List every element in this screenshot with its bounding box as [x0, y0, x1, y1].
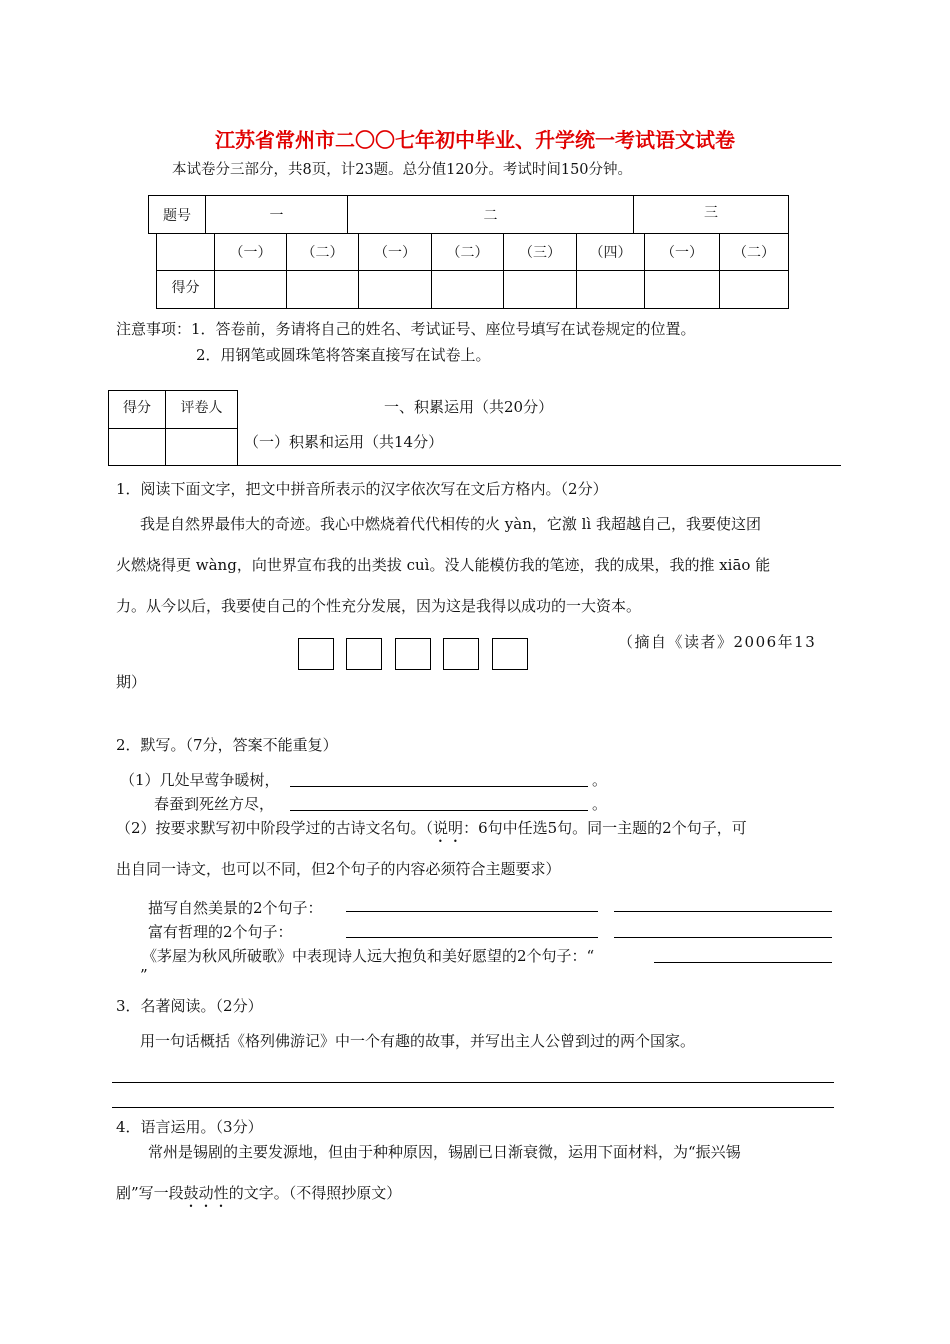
q2-prompt: 2．默写。（7分，答案不能重复）	[116, 736, 338, 754]
exam-info: 本试卷分三部分，共8页，计23题。总分值120分。考试时间150分钟。	[172, 162, 633, 178]
q2-period: 。	[592, 795, 608, 813]
q1-passage-line-3: 力。从今以后，我要使自己的个性充分发展，因为这是我得以成功的一大资本。	[116, 597, 642, 615]
answer-line[interactable]	[112, 1082, 834, 1083]
subpart-header: （四）	[577, 234, 645, 271]
score-cell[interactable]	[577, 271, 645, 309]
answer-box[interactable]	[346, 638, 382, 670]
score-cell[interactable]	[432, 271, 504, 309]
score-cell[interactable]	[287, 271, 359, 309]
answer-box[interactable]	[395, 638, 431, 670]
q4-line-2-emph: 鼓动性	[183, 1184, 229, 1202]
score-cell[interactable]	[720, 271, 789, 309]
q2-theme-2: 富有哲理的2个句子：	[148, 923, 293, 941]
q2-theme-3: 《茅屋为秋风所破歌》中表现诗人远大抱负和美好愿望的2个句子：“	[142, 947, 595, 965]
answer-line[interactable]	[654, 962, 832, 963]
q3-prompt: 3．名著阅读。（2分）	[116, 997, 263, 1015]
subpart-header: （一）	[645, 234, 720, 271]
q2-item-1b: 春蚕到死丝方尽，	[154, 795, 275, 813]
subpart-header: （三）	[504, 234, 577, 271]
part-two-header: 二	[348, 196, 634, 234]
grader-box	[108, 390, 238, 466]
q2-theme-1: 描写自然美景的2个句子：	[148, 899, 323, 917]
q4-prompt: 4．语言运用。（3分）	[116, 1118, 263, 1136]
q1-prompt: 1．阅读下面文字，把文中拼音所表示的汉字依次写在文后方格内。（2分）	[116, 480, 608, 498]
subpart-header: （二）	[432, 234, 504, 271]
score-cell[interactable]	[645, 271, 720, 309]
score-cell[interactable]	[215, 271, 287, 309]
answer-box[interactable]	[492, 638, 528, 670]
answer-box[interactable]	[443, 638, 479, 670]
q2-item-1a: （1）几处早莺争暖树，	[120, 771, 280, 789]
q4-line-2	[116, 1182, 401, 1211]
grader-name-label: 评卷人	[166, 391, 238, 429]
subpart-header: （一）	[359, 234, 432, 271]
answer-box[interactable]	[298, 638, 334, 670]
page-title: 江苏省常州市二〇〇七年初中毕业、升学统一考试语文试卷	[215, 128, 735, 152]
q3-text: 用一句话概括《格列佛游记》中一个有趣的故事，并写出主人公曾到过的两个国家。	[140, 1032, 696, 1050]
answer-line[interactable]	[346, 937, 598, 938]
q4-line-1: 常州是锡剧的主要发源地，但由于种种原因，锡剧已日渐衰微，运用下面材料，为“振兴锡	[148, 1143, 741, 1161]
q1-source-end: 期）	[116, 673, 147, 691]
answer-line[interactable]	[290, 810, 588, 811]
blank-cell	[157, 234, 215, 271]
answer-line[interactable]	[346, 911, 598, 912]
q4-line-2-post: 的文字。（不得照抄原文）	[228, 1184, 402, 1202]
q2-item-2-post: ：6句中任选5句。同一主题的2个句子，可	[463, 819, 747, 837]
q4-line-2-pre: 剧”写一段	[116, 1184, 184, 1202]
answer-line[interactable]	[112, 1107, 834, 1108]
subpart-header: （一）	[215, 234, 287, 271]
section-divider	[108, 465, 841, 466]
part-three-header: 三	[634, 196, 789, 234]
q2-close-quote: ”	[140, 966, 148, 984]
grader-name-cell[interactable]	[166, 429, 238, 466]
answer-line[interactable]	[614, 911, 832, 912]
notes-line-2: 2．用钢笔或圆珠笔将答案直接写在试卷上。	[196, 346, 491, 364]
q1-passage-line-1: 我是自然界最伟大的奇迹。我心中燃烧着代代相传的火 yàn，它激 lì 我超越自己，我要使这团	[140, 515, 761, 533]
part-one-header: 一	[206, 196, 348, 234]
q2-item-2	[116, 817, 747, 846]
section-heading: 一、积累运用（共20分）	[384, 398, 554, 416]
subpart-header: （二）	[720, 234, 789, 271]
q1-passage-line-2: 火燃烧得更 wàng，向世界宣布我的出类拔 cuì。没人能模仿我的笔迹，我的成果，我的推 xiāo 能	[116, 556, 771, 574]
grader-score-cell[interactable]	[109, 429, 166, 466]
q1-source: （摘自《读者》2006年13	[618, 633, 817, 651]
question-number-label: 题号	[149, 196, 206, 234]
grader-score-label: 得分	[109, 391, 166, 429]
score-cell[interactable]	[504, 271, 577, 309]
score-table	[156, 233, 789, 309]
subsection-heading: （一）积累和运用（共14分）	[244, 433, 444, 451]
score-table-header	[148, 195, 789, 234]
q2-item-2-line-2: 出自同一诗文，也可以不同，但2个句子的内容必须符合主题要求）	[116, 860, 561, 878]
q2-period: 。	[592, 771, 608, 789]
score-cell[interactable]	[359, 271, 432, 309]
answer-line[interactable]	[614, 937, 832, 938]
answer-line[interactable]	[290, 786, 588, 787]
q2-item-2-emph: 说明	[433, 819, 464, 837]
notes-line-1: 注意事项：1．答卷前，务请将自己的姓名、考试证号、座位号填写在试卷规定的位置。	[116, 320, 696, 338]
q2-item-2-pre: （2）按要求默写初中阶段学过的古诗文名句。（	[116, 819, 434, 837]
subpart-header: （二）	[287, 234, 359, 271]
score-label: 得分	[157, 271, 215, 309]
